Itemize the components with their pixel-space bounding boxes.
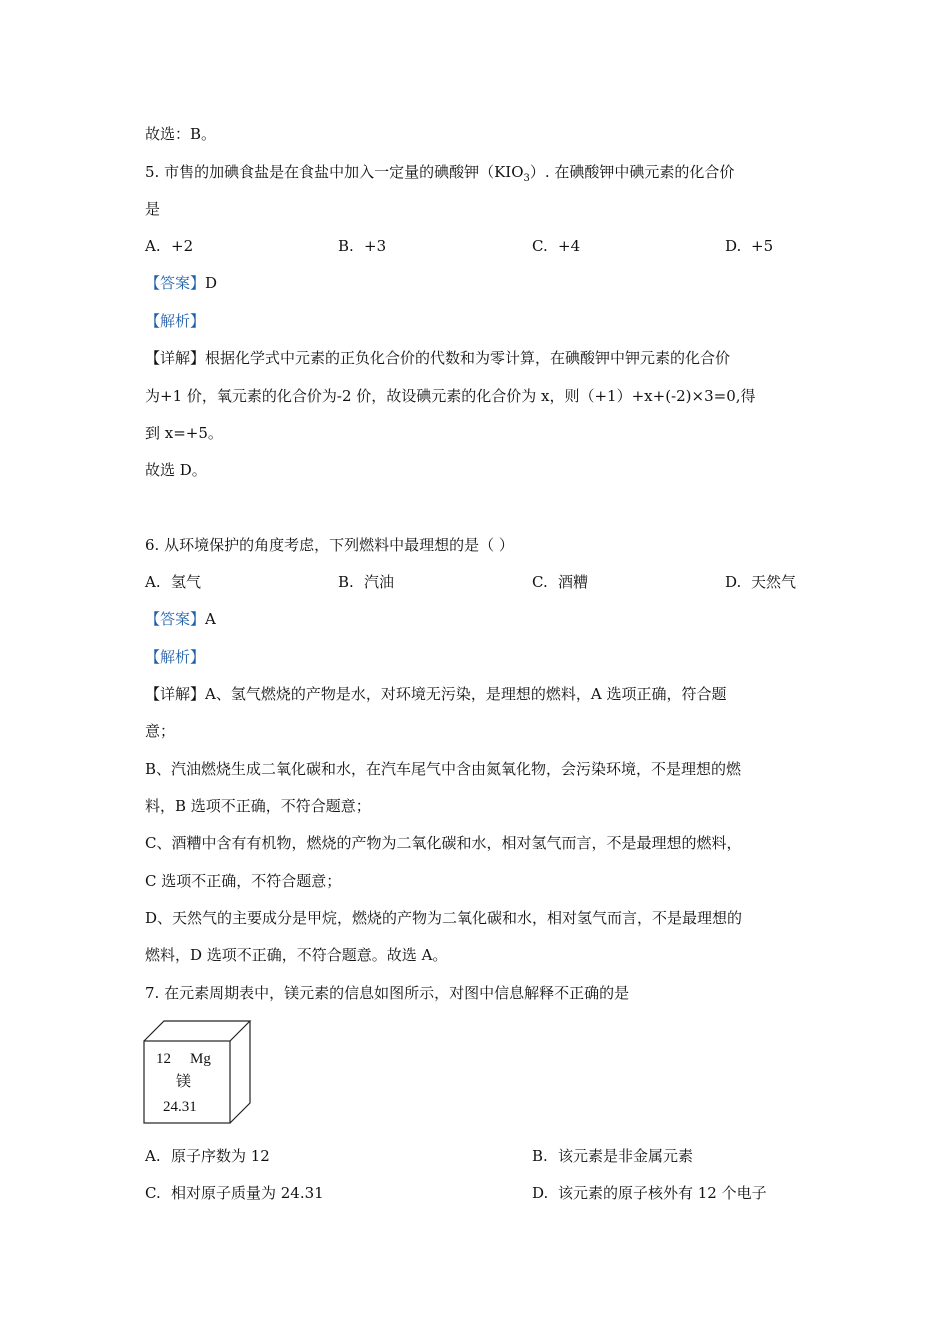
element-name: 镁 xyxy=(176,1072,192,1090)
q7-stem: 7. 在元素周期表中，镁元素的信息如图所示，对图中信息解释不正确的是 xyxy=(145,984,630,1002)
q7-option-c xyxy=(145,1183,324,1203)
q6-option-c xyxy=(532,572,588,592)
q7-option-a xyxy=(145,1146,270,1166)
q6-detail-line2: 意； xyxy=(145,722,176,740)
q5-detail-line3: 到 x=+5。 xyxy=(145,424,223,442)
option-text: +4 xyxy=(558,237,581,255)
tile-side-face xyxy=(230,1021,250,1123)
option-text: 该元素是非金属元素 xyxy=(558,1147,694,1165)
detail-tag: 【详解】 xyxy=(145,685,206,703)
q5-detail-line2: 为+1 价，氧元素的化合价为-2 价，故设碘元素的化合价为 x，则（+1）+x+(-2)×3=0,得 xyxy=(145,387,756,405)
q6-detail-line7: D、天然气的主要成分是甲烷，燃烧的产物为二氧化碳和水，相对氢气而言，不是最理想的 xyxy=(145,909,743,927)
option-text: 相对原子质量为 24.31 xyxy=(171,1184,324,1202)
option-letter: D. xyxy=(725,237,742,255)
q6-detail-line4: 料，B 选项不正确，不符合题意； xyxy=(145,797,371,815)
answer-tag: 【答案】 xyxy=(145,610,206,628)
q4-conclusion: 故选：B。 xyxy=(145,125,217,143)
q6-answer xyxy=(145,609,216,629)
q5-analysis-tag: 【解析】 xyxy=(145,312,206,330)
q5-detail-line1 xyxy=(145,348,730,368)
element-tile-figure xyxy=(143,1020,255,1126)
option-letter: B. xyxy=(338,573,354,591)
q7-option-b xyxy=(532,1146,693,1166)
q5-option-c xyxy=(532,236,580,256)
q5-stem xyxy=(145,162,734,182)
option-text: 汽油 xyxy=(364,573,395,591)
option-text: 原子序数为 12 xyxy=(171,1147,270,1165)
q6-analysis-tag: 【解析】 xyxy=(145,648,206,666)
option-text: 酒糟 xyxy=(558,573,589,591)
q6-detail-line1 xyxy=(145,684,726,704)
q6-detail-line3: B、汽油燃烧生成二氧化碳和水，在汽车尾气中含由氮氧化物，会污染环境，不是理想的燃 xyxy=(145,760,742,778)
q5-subscript: 3 xyxy=(523,173,530,184)
option-text: 该元素的原子核外有 12 个电子 xyxy=(558,1184,767,1202)
answer-value: D xyxy=(205,274,218,292)
q6-detail-line6: C 选项不正确，不符合题意； xyxy=(145,872,342,890)
detail-text: A、氢气燃烧的产物是水，对环境无污染，是理想的燃料，A 选项正确，符合题 xyxy=(205,685,727,703)
answer-value: A xyxy=(205,610,216,628)
option-letter: A. xyxy=(145,573,161,591)
option-letter: B. xyxy=(532,1147,548,1165)
q5-stem-line2: 是 xyxy=(145,200,161,218)
q6-detail-line5: C、酒糟中含有有机物，燃烧的产物为二氧化碳和水，相对氢气而言，不是最理想的燃料， xyxy=(145,834,742,852)
q7-option-d xyxy=(532,1183,767,1203)
option-text: 氢气 xyxy=(171,573,202,591)
option-text: +2 xyxy=(171,237,194,255)
detail-tag: 【详解】 xyxy=(145,349,206,367)
q6-option-b xyxy=(338,572,394,592)
q5-stem-part2: ）. 在碘酸钾中碘元素的化合价 xyxy=(529,163,735,181)
option-letter: D. xyxy=(725,573,742,591)
option-text: +5 xyxy=(751,237,774,255)
element-symbol: Mg xyxy=(190,1051,211,1067)
option-letter: C. xyxy=(145,1184,161,1202)
option-letter: C. xyxy=(532,573,548,591)
q6-detail-line8: 燃料，D 选项不正确，不符合题意。故选 A。 xyxy=(145,946,448,964)
q5-option-a xyxy=(145,236,193,256)
option-letter: A. xyxy=(145,1147,161,1165)
q6-stem: 6. 从环境保护的角度考虑，下列燃料中最理想的是（ ） xyxy=(145,536,514,554)
option-letter: A. xyxy=(145,237,161,255)
element-atomic-mass: 24.31 xyxy=(163,1099,197,1115)
element-atomic-number: 12 xyxy=(156,1051,171,1067)
q6-option-d xyxy=(725,572,796,592)
q5-option-d xyxy=(725,236,773,256)
option-letter: B. xyxy=(338,237,354,255)
q5-stem-part1: 5. 市售的加碘食盐是在食盐中加入一定量的碘酸钾（KIO xyxy=(145,163,524,181)
option-letter: D. xyxy=(532,1184,549,1202)
detail-text: 根据化学式中元素的正负化合价的代数和为零计算，在碘酸钾中钾元素的化合价 xyxy=(205,349,731,367)
option-text: +3 xyxy=(364,237,387,255)
q5-answer xyxy=(145,273,217,293)
q5-option-b xyxy=(338,236,386,256)
option-letter: C. xyxy=(532,237,548,255)
answer-tag: 【答案】 xyxy=(145,274,206,292)
option-text: 天然气 xyxy=(751,573,797,591)
q5-conclusion: 故选 D。 xyxy=(145,461,207,479)
tile-top-face xyxy=(144,1021,250,1041)
q6-option-a xyxy=(145,572,201,592)
